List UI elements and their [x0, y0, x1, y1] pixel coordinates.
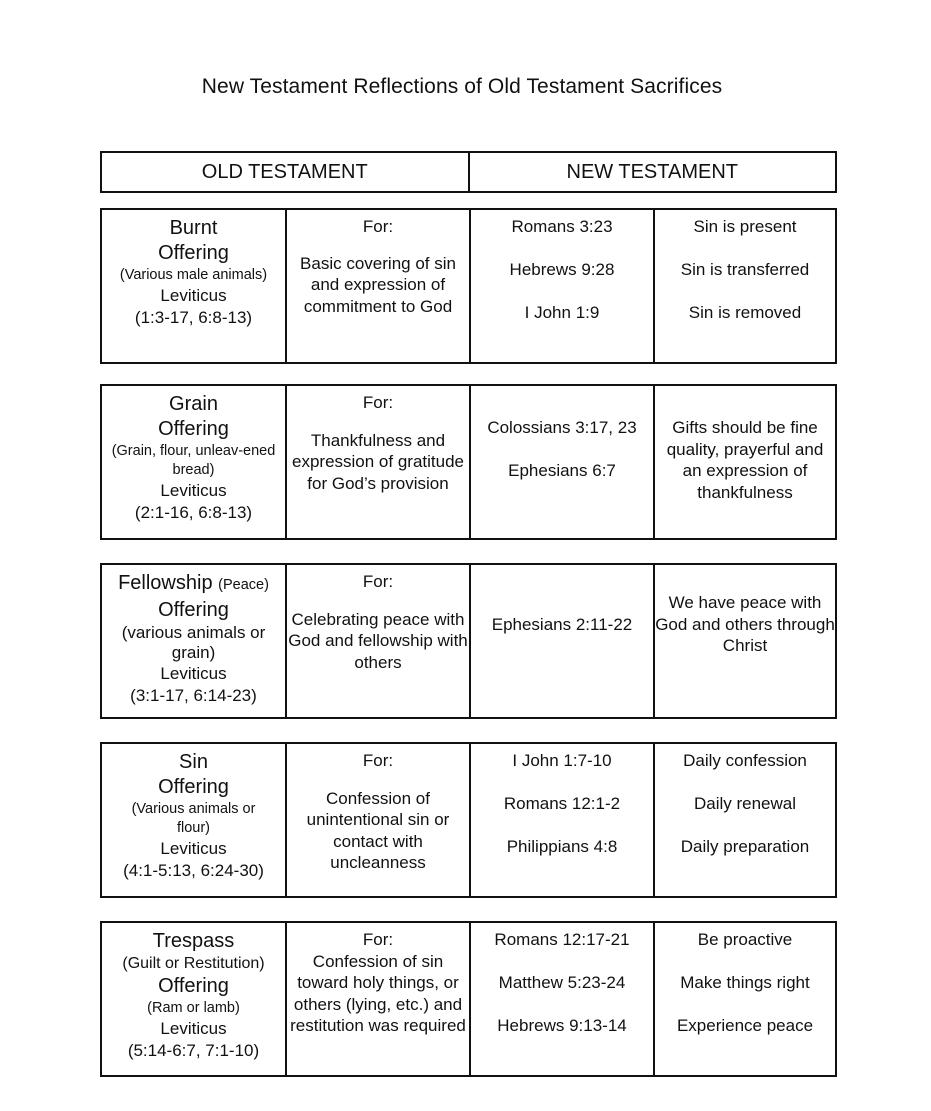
offering-purpose-cell: [285, 923, 469, 1075]
offering-name: Fellowship: [118, 572, 213, 594]
nt-meaning: We have peace with God and others through Christ: [655, 593, 835, 655]
nt-ref: Romans 12:17-21: [494, 930, 630, 949]
offering-name-cell: [102, 565, 285, 717]
offering-note: (Various male animals): [119, 267, 268, 283]
nt-meaning: Sin is removed: [688, 303, 802, 322]
nt-ref: Matthew 5:23-24: [498, 973, 626, 992]
offering-label: Offering: [158, 776, 229, 798]
nt-meaning: Make things right: [680, 973, 810, 992]
offering-name: Sin: [179, 751, 208, 773]
for-label: For:: [362, 930, 394, 949]
offering-refs: (5:14-6:7, 7:1-10): [127, 1040, 260, 1060]
header-old-testament: OLD TESTAMENT: [201, 160, 368, 183]
nt-ref: Hebrews 9:13-14: [497, 1016, 627, 1035]
offering-row-trespass: [100, 921, 837, 1077]
table-header: [100, 151, 837, 193]
page-title: New Testament Reflections of Old Testament Sacrifices: [201, 75, 723, 98]
nt-refs-cell: [469, 923, 653, 1075]
offering-name-cell: [102, 923, 285, 1075]
for-label: For:: [362, 217, 394, 236]
offering-purpose-cell: [285, 386, 469, 538]
offering-row-fellowship: [100, 563, 837, 719]
nt-ref: Ephesians 2:11-22: [491, 615, 633, 634]
offering-refs: (3:1-17, 6:14-23): [130, 685, 257, 705]
offering-purpose-cell: [285, 744, 469, 896]
nt-refs-cell: [469, 565, 653, 717]
for-label: For:: [362, 393, 394, 412]
nt-ref: Ephesians 6:7: [508, 461, 616, 480]
offering-row-sin: [100, 742, 837, 898]
offering-name-paren: (Peace): [218, 577, 269, 593]
offering-label: Offering: [158, 975, 229, 997]
nt-meaning-cell: [653, 210, 835, 362]
offering-row-burnt: [100, 208, 837, 364]
offering-refs: (2:1-16, 6:8-13): [134, 502, 253, 522]
offering-purpose-cell: [285, 210, 469, 362]
header-new-testament: NEW TESTAMENT: [468, 153, 836, 191]
offering-note: (Ram or lamb): [147, 1000, 240, 1016]
nt-meaning: Daily preparation: [680, 837, 810, 856]
offering-purpose: Thankfulness and expression of gratitude for God’s provision: [292, 430, 464, 493]
offering-name-cell: [102, 744, 285, 896]
nt-ref: Romans 12:1-2: [503, 794, 621, 813]
offering-name-cell: [102, 386, 285, 538]
offering-purpose: Confession of unintentional sin or contact with uncleanness: [306, 788, 450, 872]
for-label: For:: [362, 572, 394, 591]
offering-label: Offering: [158, 242, 229, 264]
offering-label: Offering: [158, 599, 229, 621]
nt-ref: Romans 3:23: [511, 217, 613, 236]
offering-refs: (1:3-17, 6:8-13): [134, 307, 253, 327]
offering-subtitle: (Guilt or Restitution): [122, 955, 265, 972]
nt-refs-cell: [469, 210, 653, 362]
offering-book: Leviticus: [160, 481, 227, 500]
offering-note: (Various animals or flour): [131, 801, 256, 836]
nt-ref: Hebrews 9:28: [509, 260, 615, 279]
offering-refs: (4:1-5:13, 6:24-30): [123, 860, 264, 880]
nt-meaning: Gifts should be fine quality, prayerful and an expression of thankfulness: [666, 418, 824, 502]
offering-name: Burnt: [169, 217, 218, 239]
nt-meaning: Daily confession: [683, 751, 807, 770]
nt-meaning: Sin is present: [693, 217, 797, 236]
offering-row-grain: [100, 384, 837, 540]
nt-ref: Philippians 4:8: [506, 837, 618, 856]
nt-meaning-cell: [653, 744, 835, 896]
nt-ref: Colossians 3:17, 23: [487, 418, 637, 437]
offering-purpose-cell: [285, 565, 469, 717]
offering-purpose: Basic covering of sin and expression of commitment to God: [300, 253, 456, 316]
nt-ref: I John 1:7-10: [512, 751, 612, 770]
offering-note: (Grain, flour, unleav-ened bread): [111, 443, 276, 478]
nt-meaning: Be proactive: [697, 930, 793, 949]
nt-refs-cell: [469, 744, 653, 896]
offering-label: Offering: [158, 418, 229, 440]
offering-book: Leviticus: [160, 839, 227, 858]
offering-name: Grain: [169, 393, 218, 415]
nt-meaning: Experience peace: [676, 1016, 814, 1035]
offering-purpose: Celebrating peace with God and fellowship with others: [288, 609, 468, 672]
offering-book: Leviticus: [160, 664, 227, 683]
nt-meaning: Sin is transferred: [680, 260, 810, 279]
offering-name: Trespass: [152, 930, 235, 952]
offering-note: (various animals or grain): [121, 623, 266, 662]
nt-meaning: Daily renewal: [693, 794, 797, 813]
offering-book: Leviticus: [160, 286, 227, 305]
nt-ref: I John 1:9: [524, 303, 600, 322]
nt-meaning-cell: [653, 565, 835, 717]
offering-book: Leviticus: [160, 1019, 227, 1038]
nt-refs-cell: [469, 386, 653, 538]
offering-purpose: Confession of sin toward holy things, or others (lying, etc.) and restitution was required: [290, 951, 466, 1035]
nt-meaning-cell: [653, 923, 835, 1075]
offering-name-cell: [102, 210, 285, 362]
nt-meaning-cell: [653, 386, 835, 538]
for-label: For:: [362, 751, 394, 770]
